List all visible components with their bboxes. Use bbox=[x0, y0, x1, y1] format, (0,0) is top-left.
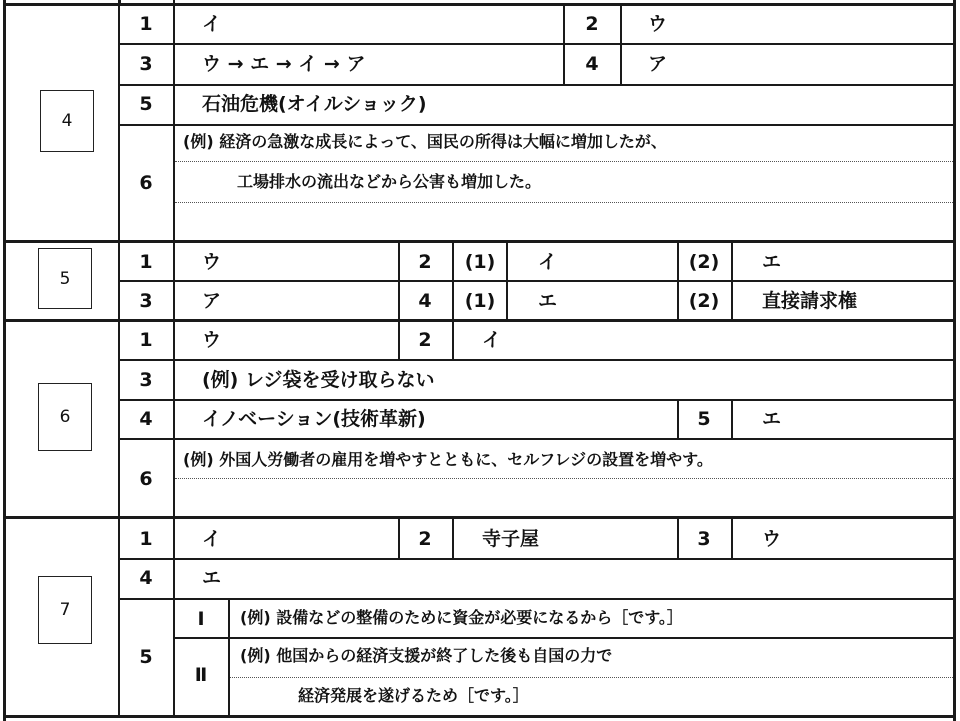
question-number: 1 bbox=[139, 329, 153, 351]
grid-line bbox=[677, 400, 679, 439]
grid-line bbox=[398, 321, 400, 360]
section-number-box bbox=[38, 248, 92, 309]
question-number: 2 bbox=[418, 251, 432, 273]
answer-text: (例) レジ袋を受け取らない bbox=[202, 369, 435, 391]
grid-line bbox=[118, 84, 956, 86]
grid-line bbox=[118, 598, 956, 600]
question-number: 5 bbox=[139, 93, 153, 115]
question-number: 6 bbox=[139, 172, 153, 194]
answer-text: エ bbox=[202, 567, 222, 589]
question-number: 3 bbox=[139, 53, 153, 75]
sub-number: Ⅰ bbox=[197, 608, 205, 630]
grid-line bbox=[118, 280, 956, 282]
dotted-line bbox=[175, 478, 953, 479]
section-number: 5 bbox=[59, 268, 71, 289]
grid-line bbox=[118, 124, 956, 126]
answer-text: (例) 他国からの経済支援が終了した後も自国の力で bbox=[240, 646, 613, 665]
dotted-line bbox=[175, 202, 953, 203]
question-number: 4 bbox=[139, 408, 153, 430]
section-number-box bbox=[40, 90, 94, 152]
answer-text: イ bbox=[202, 13, 222, 35]
answer-text: ウ → エ → イ → ア bbox=[202, 53, 366, 75]
grid-line bbox=[563, 5, 565, 85]
answer-text: イ bbox=[482, 329, 502, 351]
grid-line bbox=[175, 637, 956, 639]
grid-line bbox=[677, 519, 679, 559]
answer-text: 寺子屋 bbox=[482, 528, 540, 550]
answer-text: (例) 設備などの整備のために資金が必要になるから［です。］ bbox=[240, 608, 683, 627]
answer-text: ウ bbox=[202, 329, 222, 351]
grid-line bbox=[228, 599, 230, 716]
question-number: 3 bbox=[139, 290, 153, 312]
section-divider bbox=[3, 516, 956, 519]
grid-line bbox=[118, 359, 956, 361]
question-number: 1 bbox=[139, 13, 153, 35]
section-divider bbox=[3, 240, 956, 243]
grid-line bbox=[731, 400, 733, 439]
section-number-box bbox=[38, 383, 92, 451]
table-border-left bbox=[3, 0, 6, 721]
section-divider bbox=[3, 3, 956, 6]
question-number: 4 bbox=[585, 53, 599, 75]
grid-line bbox=[452, 519, 454, 559]
answer-text: エ bbox=[538, 290, 558, 312]
section-number-box bbox=[38, 576, 92, 644]
answer-text: エ bbox=[762, 408, 782, 430]
question-number: 3 bbox=[139, 369, 153, 391]
answer-text: 直接請求権 bbox=[762, 290, 858, 312]
answer-text: 石油危機(オイルショック) bbox=[202, 93, 427, 115]
answer-text: ア bbox=[202, 290, 222, 312]
sub-number: (1) bbox=[464, 251, 496, 273]
grid-line bbox=[118, 438, 956, 440]
question-number: 1 bbox=[139, 251, 153, 273]
section-number: 4 bbox=[61, 111, 73, 131]
answer-text: ウ bbox=[202, 251, 222, 273]
grid-line bbox=[731, 242, 733, 320]
question-number: 2 bbox=[585, 13, 599, 35]
section-divider bbox=[3, 319, 956, 322]
grid-line bbox=[731, 519, 733, 559]
answer-text: ア bbox=[648, 53, 668, 75]
question-number: 3 bbox=[697, 528, 711, 550]
grid-line bbox=[118, 399, 956, 401]
answer-text: ウ bbox=[648, 13, 668, 35]
grid-line bbox=[118, 558, 956, 560]
question-number: 5 bbox=[139, 646, 153, 668]
section-divider bbox=[3, 715, 956, 718]
question-number: 4 bbox=[418, 290, 432, 312]
question-number: 2 bbox=[418, 528, 432, 550]
dotted-line bbox=[230, 677, 953, 678]
grid-line bbox=[398, 519, 400, 559]
question-number: 1 bbox=[139, 528, 153, 550]
section-number: 6 bbox=[59, 407, 71, 427]
grid-line bbox=[118, 43, 956, 45]
answer-text: イ bbox=[202, 528, 222, 550]
answer-text: ウ bbox=[762, 528, 782, 550]
grid-line bbox=[452, 242, 454, 320]
sub-number: (2) bbox=[688, 251, 720, 273]
question-number: 5 bbox=[697, 408, 711, 430]
dotted-line bbox=[175, 161, 953, 162]
sub-number: (1) bbox=[464, 290, 496, 312]
grid-line bbox=[677, 242, 679, 320]
answer-text: (例) 経済の急激な成長によって、国民の所得は大幅に増加したが、 bbox=[183, 132, 667, 151]
sub-number: (2) bbox=[688, 290, 720, 312]
answer-text: イノベーション(技術革新) bbox=[202, 408, 426, 430]
question-number: 4 bbox=[139, 567, 153, 589]
answer-text: エ bbox=[762, 251, 782, 273]
grid-line bbox=[620, 5, 622, 85]
answer-text: イ bbox=[538, 251, 558, 273]
section-number: 7 bbox=[59, 600, 71, 620]
answer-text: 経済発展を遂げるため［です。］ bbox=[298, 686, 529, 705]
answer-text: 工場排水の流出などから公害も増加した。 bbox=[237, 172, 542, 191]
question-number: 2 bbox=[418, 329, 432, 351]
grid-line bbox=[452, 321, 454, 360]
grid-line bbox=[398, 242, 400, 320]
answer-text: (例) 外国人労働者の雇用を増やすとともに、セルフレジの設置を増やす。 bbox=[183, 450, 713, 469]
question-number: 6 bbox=[139, 468, 153, 490]
sub-number: Ⅱ bbox=[194, 664, 208, 686]
grid-line bbox=[506, 242, 508, 320]
